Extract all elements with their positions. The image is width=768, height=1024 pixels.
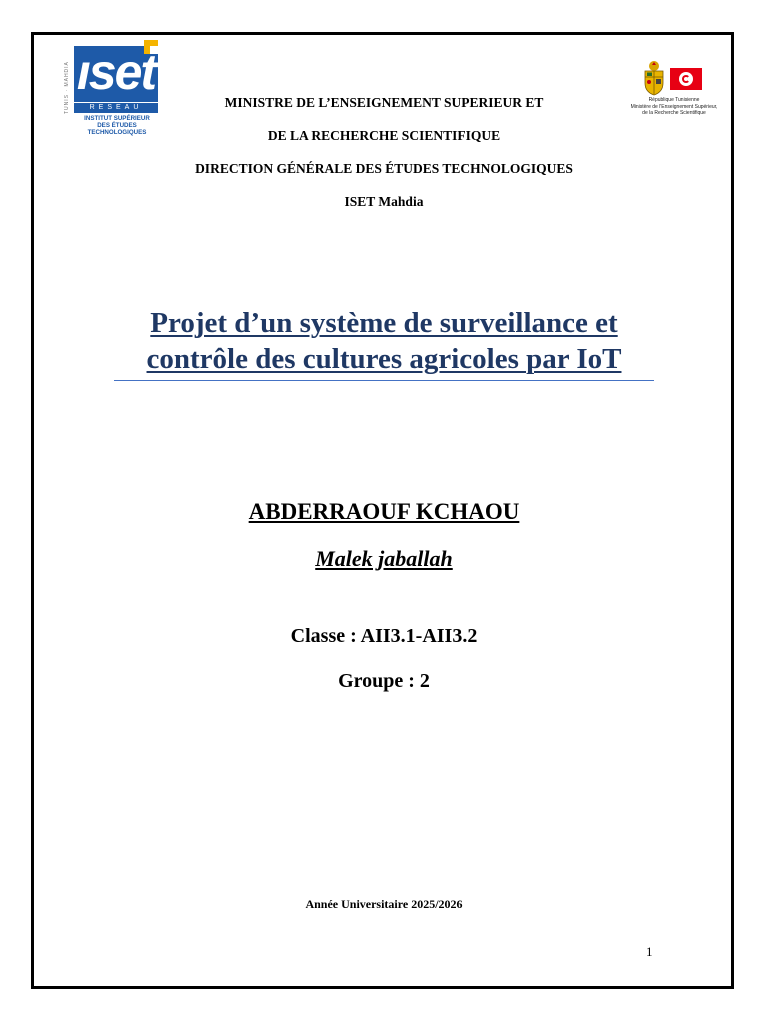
page-number: 1: [646, 944, 653, 959]
academic-year: Année Universitaire 2025/2026: [305, 897, 463, 911]
title-rule: [114, 380, 654, 381]
header-institution: ISET Mahdia: [344, 194, 424, 209]
ministry-caption-line: de la Recherche Scientifique: [642, 110, 706, 116]
project-title-line: contrôle des cultures agricoles par IoT: [146, 343, 622, 375]
ministry-caption-line: Ministère de l'Enseignement Supérieur,: [630, 103, 718, 110]
iset-logo: [64, 40, 164, 140]
author-name: ABDERRAOUF KCHAOU: [248, 499, 520, 524]
header-ministry-line1: MINISTRE DE L’ENSEIGNEMENT SUPERIEUR ET: [224, 95, 544, 110]
header-ministry-line2: DE LA RECHERCHE SCIENTIFIQUE: [267, 128, 501, 143]
iset-logo-band: RESEAU: [74, 102, 158, 113]
project-title: [0, 305, 768, 377]
author-name: Malek jaballah: [315, 546, 453, 571]
header-direction: DIRECTION GÉNÉRALE DES ÉTUDES TECHNOLOGIQUES: [195, 161, 573, 176]
ministry-caption-line: République Tunisienne: [648, 97, 700, 103]
ministry-logo: [628, 56, 720, 126]
iset-subtitle-line: INSTITUT SUPÉRIEUR: [84, 115, 150, 122]
project-title-line: Projet d’un système de surveillance et: [150, 307, 618, 339]
group-label: Groupe : 2: [338, 670, 430, 692]
class-label: Classe : AII3.1-AII3.2: [290, 625, 478, 647]
iset-side-text: TUNIS · MAHDIA: [64, 61, 70, 114]
iset-subtitle-line: DES ÉTUDES: [97, 122, 137, 129]
iset-subtitle-line: TECHNOLOGIQUES: [87, 129, 147, 136]
iset-logo-word: ıset: [76, 44, 156, 100]
tunisia-flag-icon: [670, 68, 702, 90]
coat-of-arms-icon: [642, 60, 666, 96]
